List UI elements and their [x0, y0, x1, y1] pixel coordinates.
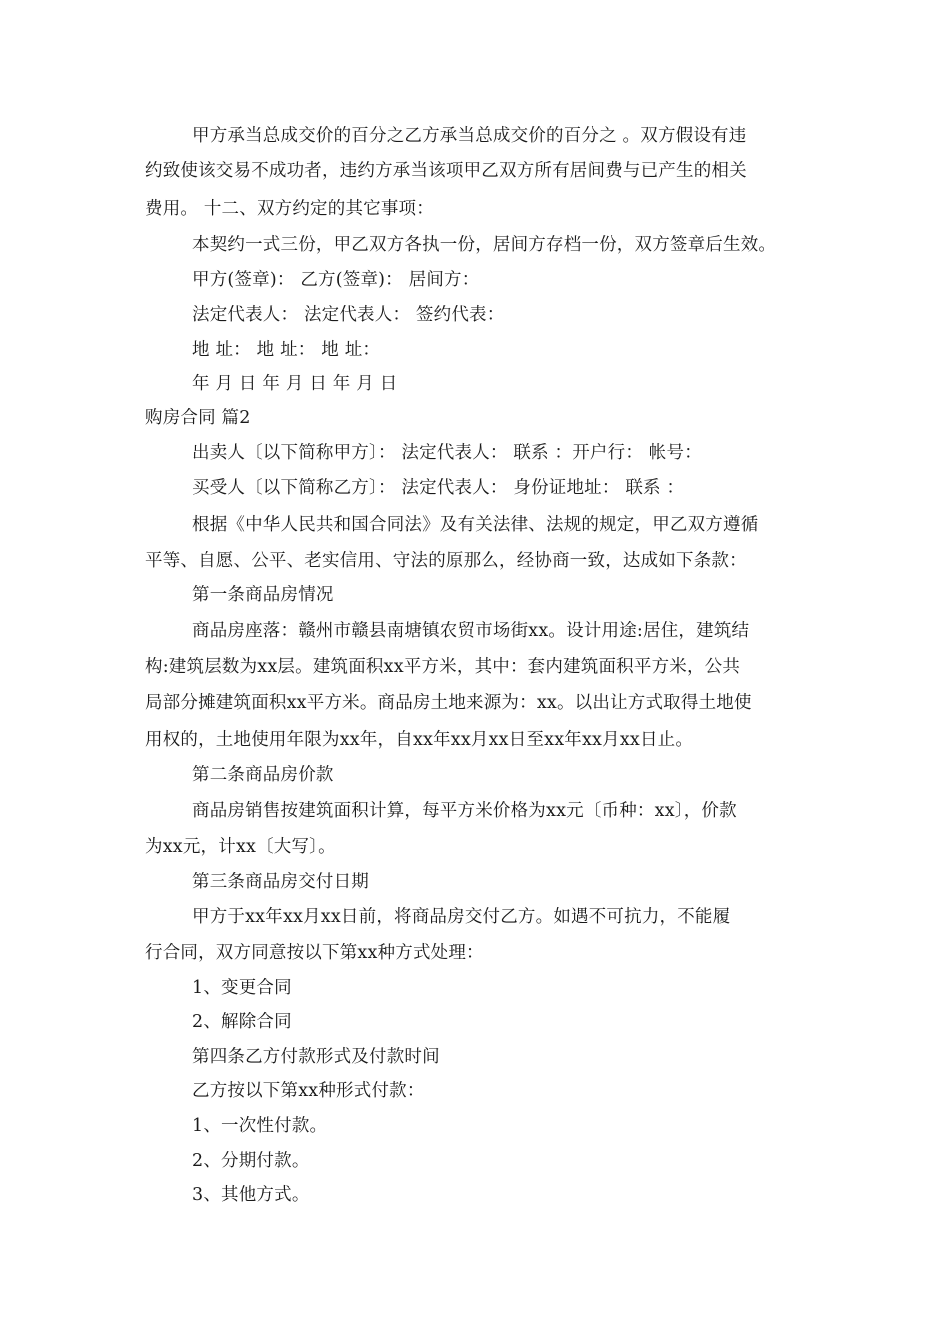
text-line: 商品房座落：赣州市赣县南塘镇农贸市场街xx。设计用途:居住，建筑结 [192, 621, 750, 641]
text-line: 乙方按以下第xx种形式付款： [192, 1081, 425, 1101]
text-line: 商品房销售按建筑面积计算，每平方米价格为xx元〔币种：xx〕，价款 [192, 801, 737, 821]
text-line: 为xx元，计xx〔大写〕。 [145, 837, 336, 857]
text-line: 费用。 十二、双方约定的其它事项： [145, 199, 434, 219]
text-line: 构:建筑层数为xx层。建筑面积xx平方米，其中：套内建筑面积平方米，公共 [145, 657, 741, 677]
text-line: 用权的，土地使用年限为xx年，自xx年xx月xx日至xx年xx月xx日止。 [145, 730, 694, 750]
section-title: 购房合同 篇2 [145, 408, 251, 428]
list-item: 2、分期付款。 [192, 1151, 310, 1171]
text-line: 局部分摊建筑面积xx平方米。商品房土地来源为：xx。以出让方式取得土地使 [145, 693, 752, 713]
representative-line: 法定代表人： 法定代表人： 签约代表： [192, 305, 505, 325]
text-line: 根据《中华人民共和国合同法》及有关法律、法规的规定，甲乙双方遵循 [192, 515, 759, 535]
list-item: 1、变更合同 [192, 978, 292, 998]
date-line: 年 月 日 年 月 日 年 月 日 [192, 374, 398, 394]
address-line: 地 址： 地 址： 地 址： [192, 340, 381, 360]
article-heading: 第一条商品房情况 [192, 585, 334, 605]
article-heading: 第二条商品房价款 [192, 765, 334, 785]
text-line: 甲方承当总成交价的百分之乙方承当总成交价的百分之 。双方假设有违 [192, 126, 747, 146]
text-line: 行合同，双方同意按以下第xx种方式处理： [145, 943, 484, 963]
buyer-line: 买受人〔以下简称乙方〕： 法定代表人： 身份证地址： 联系 ： [192, 478, 685, 498]
article-heading: 第四条乙方付款形式及付款时间 [192, 1047, 440, 1067]
article-heading: 第三条商品房交付日期 [192, 872, 369, 892]
text-line: 约致使该交易不成功者，违约方承当该项甲乙双方所有居间费与已产生的相关 [145, 161, 747, 181]
list-item: 2、解除合同 [192, 1012, 292, 1032]
list-item: 1、一次性付款。 [192, 1116, 328, 1136]
signature-line: 甲方(签章)： 乙方(签章)： 居间方： [192, 270, 480, 290]
list-item: 3、其他方式。 [192, 1185, 310, 1205]
text-line: 甲方于xx年xx月xx日前，将商品房交付乙方。如遇不可抗力，不能履 [192, 907, 731, 927]
text-line: 本契约一式三份，甲乙双方各执一份，居间方存档一份，双方签章后生效。 [192, 235, 777, 255]
seller-line: 出卖人〔以下简称甲方〕： 法定代表人： 联系 ：开户行： 帐号： [192, 443, 702, 463]
text-line: 平等、自愿、公平、老实信用、守法的原那么，经协商一致，达成如下条款： [145, 551, 747, 571]
